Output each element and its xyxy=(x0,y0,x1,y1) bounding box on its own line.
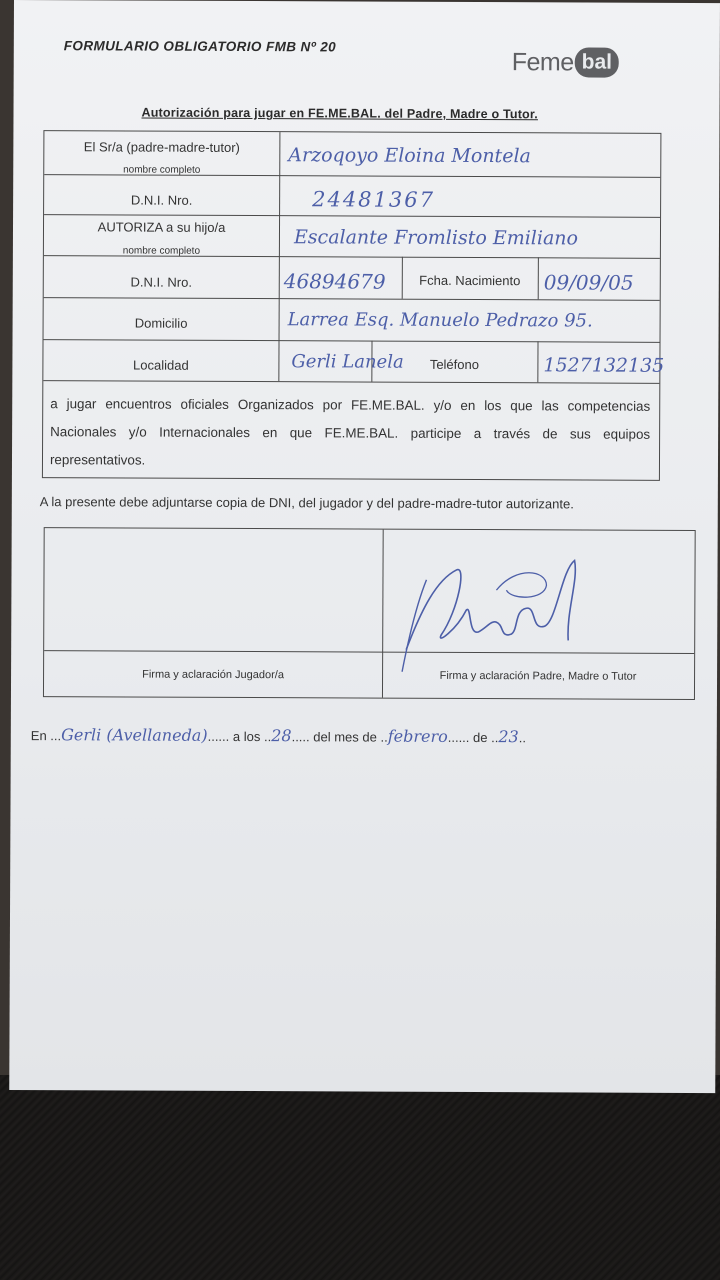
logo-text: Feme xyxy=(511,47,574,76)
place-date-line: En ...Gerli (Avellaneda)...... a los ..28..... del mes de ..febrero...... de ..23.. xyxy=(30,725,527,747)
table-surface xyxy=(0,1075,720,1280)
femebal-logo xyxy=(512,42,619,82)
form-header-title: FORMULARIO OBLIGATORIO FMB Nº 20 xyxy=(63,38,337,55)
birth-date-label: Fcha. Nacimiento xyxy=(419,272,521,289)
address-label: Domicilio xyxy=(134,315,188,331)
phone-label: Teléfono xyxy=(429,356,480,373)
birth-date-value: 09/09/05 xyxy=(543,270,634,295)
parent-name-sublabel: nombre completo xyxy=(123,164,201,176)
parent-label: El Sr/a (padre-madre-tutor) xyxy=(83,139,240,155)
authorizes-child-label: AUTORIZA a su hijo/a xyxy=(97,219,226,235)
logo-pill: bal xyxy=(575,47,619,77)
parent-dni-label: D.N.I. Nro. xyxy=(130,192,193,208)
date-a-los: a los xyxy=(232,728,261,745)
form-paper xyxy=(9,0,720,1093)
form-subtitle: Autorización para jugar en FE.ME.BAL. del Padre, Madre o Tutor. xyxy=(141,105,538,122)
authorization-paragraph: a jugar encuentros oficiales Organizados por FE.ME.BAL. y/o en los que las competencias Nacionales y/o Internacionales en que FE.ME.BAL. participe a través de sus equipos representativos. xyxy=(49,396,651,468)
locality-value: Gerli Lanela xyxy=(291,351,404,373)
place-value: Gerli (Avellaneda) xyxy=(61,725,208,745)
date-de: de xyxy=(473,730,488,746)
attachment-note: A la presente debe adjuntarse copia de DNI, del jugador y del padre-madre-tutor autorizante. xyxy=(39,494,574,512)
locality-label: Localidad xyxy=(133,357,189,373)
parent-signature-label: Firma y aclaración Padre, Madre o Tutor xyxy=(439,669,637,683)
child-dni-label: D.N.I. Nro. xyxy=(130,274,193,290)
month-value: febrero xyxy=(387,726,448,746)
player-signature-label: Firma y aclaración Jugador/a xyxy=(142,668,285,682)
parent-dni-value: 24481367 xyxy=(312,187,436,212)
child-name-value: Escalante Fromlisto Emiliano xyxy=(293,226,579,250)
child-dni-value: 46894679 xyxy=(283,269,386,294)
parent-name-value: Arzoqoyo Eloina Montela xyxy=(288,144,531,168)
date-prefix: En xyxy=(30,728,47,744)
phone-value: 1527132135 xyxy=(543,354,665,377)
day-value: 28 xyxy=(271,726,292,746)
year-value: 23 xyxy=(498,727,519,747)
child-name-sublabel: nombre completo xyxy=(122,245,201,257)
parent-signature xyxy=(396,550,597,681)
signature-table xyxy=(43,527,696,700)
date-del-mes-de: del mes de xyxy=(313,729,377,745)
address-value: Larrea Esq. Manuelo Pedrazo 95. xyxy=(287,309,593,332)
